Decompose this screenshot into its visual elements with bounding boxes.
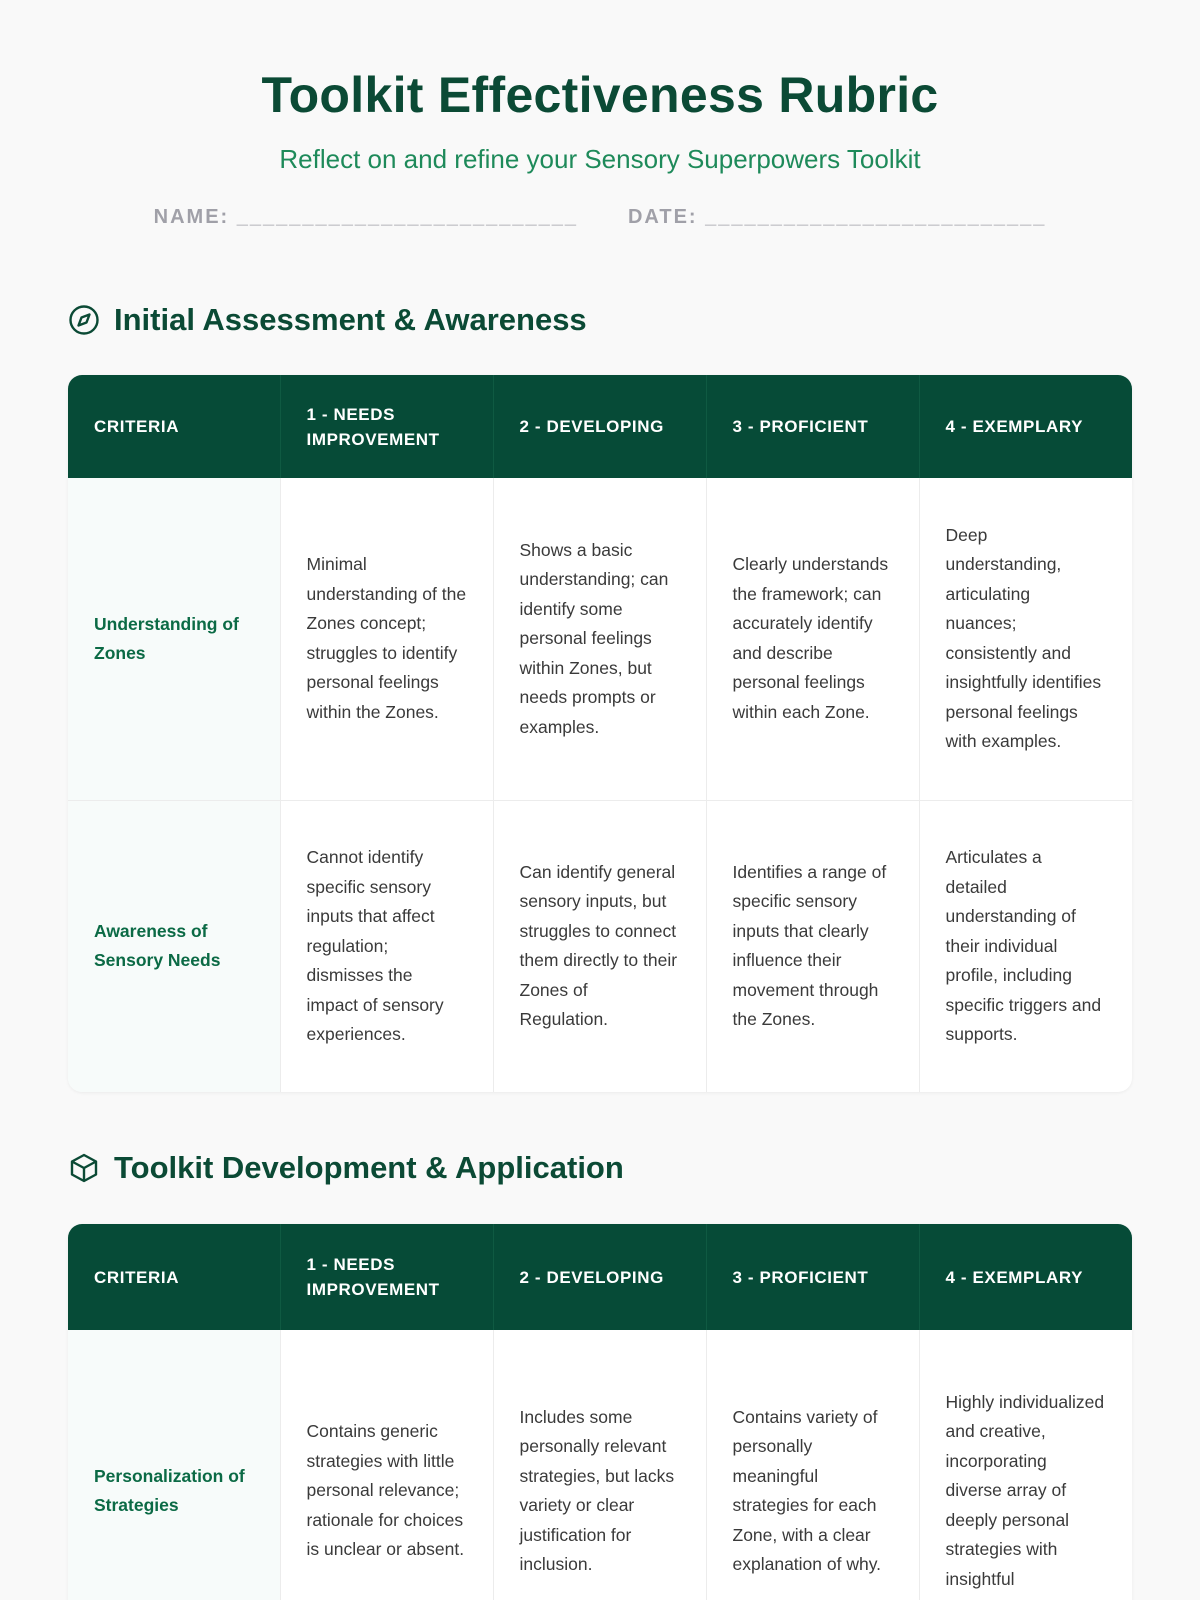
section-title-development: Toolkit Development & Application [68, 1150, 624, 1186]
table-header-row [68, 375, 1132, 478]
column-header: 4 - EXEMPLARY [919, 1224, 1132, 1330]
column-header: 2 - DEVELOPING [493, 1224, 706, 1330]
level-cell: Minimal understanding of the Zones concept; struggles to identify personal feelings within the Zones. [280, 478, 493, 800]
table-row [68, 1330, 1132, 1600]
level-cell: Articulates a detailed understanding of their individual profile, including specific triggers and supports. [945, 847, 1102, 1044]
page-title: Toolkit Effectiveness Rubric [261, 67, 939, 123]
level-cell: Contains generic strategies with little personal relevance; rationale for choices is unclear or absent. [280, 1330, 493, 1600]
level-cell: Includes some personally relevant strategies, but lacks variety or clear justification for inclusion. [493, 1330, 706, 1600]
column-header: CRITERIA [68, 1224, 280, 1330]
column-header: 1 - NEEDS IMPROVEMENT [280, 1224, 493, 1330]
level-cell: Contains variety of personally meaningful strategies for each Zone, with a clear explanation of why. [706, 1330, 919, 1600]
level-cell: Cannot identify specific sensory inputs that affect regulation; dismisses the impact of sensory experiences. [280, 800, 493, 1092]
level-cell: Highly individualized and creative, incorporating diverse array of deeply personal strategies with insightful [945, 1391, 1105, 1589]
level-cell: Shows a basic understanding; can identify some personal feelings within Zones, but needs prompts or examples. [493, 478, 706, 800]
criteria-cell: Personalization of Strategies [68, 1330, 280, 1600]
criteria-cell: Understanding of Zones [68, 478, 280, 800]
column-header: 2 - DEVELOPING [493, 375, 706, 478]
column-header: 3 - PROFICIENT [706, 375, 919, 478]
box-icon [68, 1152, 100, 1184]
column-header: 4 - EXEMPLARY [919, 375, 1132, 478]
student-fields [0, 206, 1200, 229]
name-field[interactable]: NAME: __________________________ [153, 206, 578, 228]
column-header: CRITERIA [68, 375, 280, 478]
section-title-assessment: Initial Assessment & Awareness [68, 302, 587, 338]
compass-icon [68, 304, 100, 336]
level-cell: Deep understanding, articulating nuances; consistently and insightfully identifies personal feelings with examples. [919, 478, 1132, 800]
table-row [68, 478, 1132, 800]
column-header: 1 - NEEDS IMPROVEMENT [280, 375, 493, 478]
level-cell: Can identify general sensory inputs, but struggles to connect them directly to their Zones of Regulation. [493, 800, 706, 1092]
date-field[interactable]: DATE: __________________________ [627, 206, 1047, 228]
page-subtitle: Reflect on and refine your Sensory Superpowers Toolkit [279, 144, 921, 174]
rubric-table-assessment [68, 375, 1132, 1092]
level-cell: Clearly understands the framework; can accurately identify and describe personal feelings within each Zone. [706, 478, 919, 800]
table-header-row [68, 1224, 1132, 1330]
table-row [68, 800, 1132, 1092]
criteria-cell: Awareness of Sensory Needs [68, 800, 280, 1092]
level-cell: Identifies a range of specific sensory inputs that clearly influence their movement through the Zones. [706, 800, 919, 1092]
column-header: 3 - PROFICIENT [706, 1224, 919, 1330]
rubric-table-development [68, 1224, 1132, 1600]
